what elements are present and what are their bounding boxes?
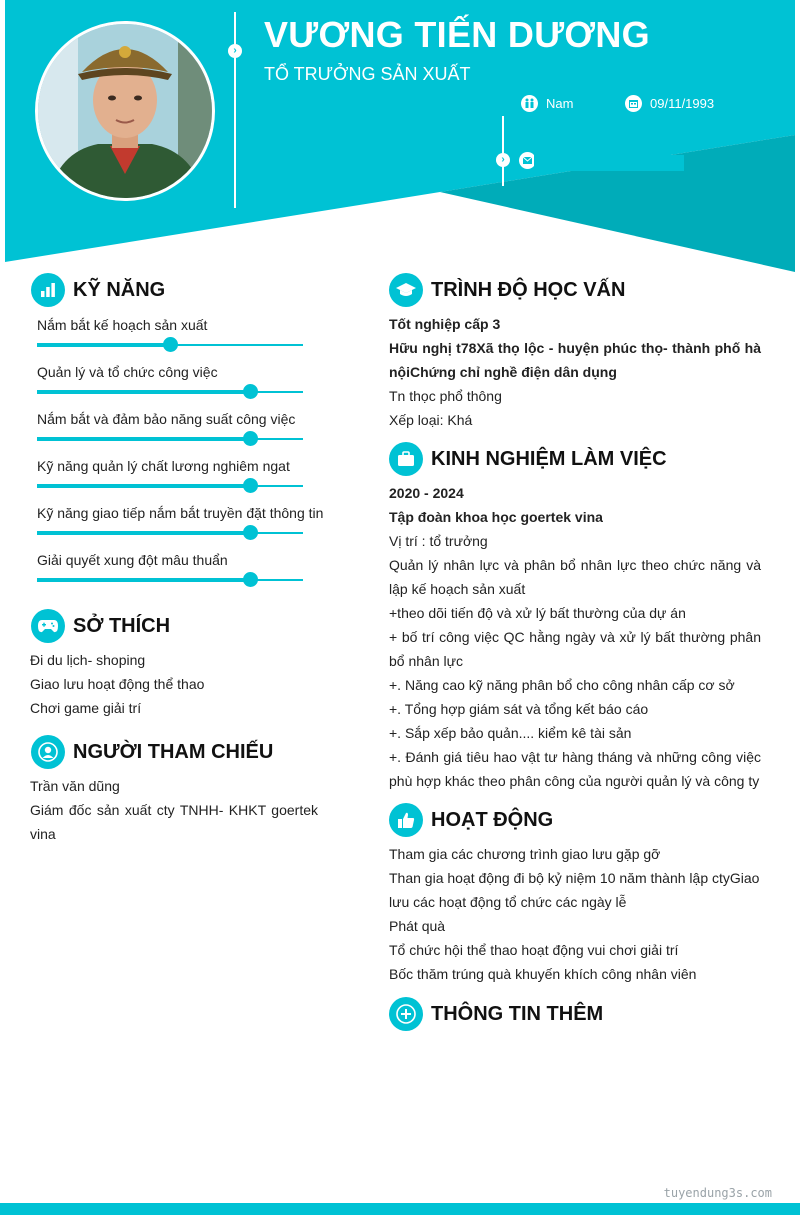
hobby-item: Giao lưu hoạt động thể thao [30,676,205,692]
experience-line: +. Năng cao kỹ năng phân bổ cho công nhân cấp cơ sở [389,677,735,693]
activity-line: Tham gia các chương trình giao lưu gặp gỡ [389,846,661,862]
experience-line: Quản lý nhân lực và phân bổ nhân lực theo chức năng và lập kế hoạch sản xuất [389,557,761,597]
experience-title: KINH NGHIỆM LÀM VIỆC [431,447,667,470]
header-divider-line [234,12,236,208]
skill-name: Kỹ năng quản lý chất lương nghiêm ngat [37,458,290,474]
extra-info-heading [389,997,603,1031]
hobbies-heading [31,609,170,643]
education-grade: Xếp loại: Khá [389,412,473,428]
graduation-cap-icon [389,273,423,307]
experience-company: Tập đoàn khoa học goertek vina [389,509,603,525]
education-school: Hữu nghị t78Xã thọ lộc - huyện phúc thọ- thành phố hà nộiChứng chỉ nghề điện dân dụng [389,340,761,380]
skill-item [37,504,337,534]
education-heading [389,273,625,307]
reference-detail: Giám đốc sản xuất cty TNHH- KHKT goertek vina [30,802,318,842]
skill-level-bar [37,532,303,534]
avatar [35,21,215,201]
redacted-contact [534,155,684,171]
watermark: tuyendung3s.com [663,1186,772,1200]
experience-period: 2020 - 2024 [389,485,464,501]
activities-content [389,842,761,986]
skill-item [37,410,337,440]
extra-info-title: THÔNG TIN THÊM [431,1002,604,1025]
activities-heading [389,803,553,837]
reference-name: Trần văn dũng [30,778,120,794]
gender-icon [521,95,538,112]
skill-name: Quản lý và tổ chức công việc [37,364,218,380]
skill-level-bar [37,438,303,440]
education-degree: Tốt nghiệp cấp 3 [389,316,501,332]
experience-line: +. Đánh giá tiêu hao vật tư hàng tháng và những công việc phù hợp khác theo phân công của người quản lý và công ty [389,749,761,789]
skill-level-fill [37,484,250,488]
skill-level-marker [243,572,258,587]
skill-item [37,316,337,346]
birthdate-value: 09/11/1993 [650,96,715,111]
experience-line: +. Sắp xếp bảo quản.... kiểm kê tài sản [389,725,632,741]
skill-level-marker [243,478,258,493]
activities-title: HOẠT ĐỘNG [431,808,554,831]
skill-level-fill [37,578,250,582]
skill-level-marker [163,337,178,352]
chevron-right-icon: › [228,44,242,58]
footer-bar [0,1203,800,1215]
skills-heading [31,273,165,307]
experience-line: +theo dõi tiến độ và xử lý bất thường của dự án [389,605,686,621]
calendar-icon [625,95,642,112]
contact-divider-line [502,116,504,186]
skill-name: Kỹ năng giao tiếp nắm bắt truyền đặt thông tin [37,505,324,521]
experience-line: +. Tổng hợp giám sát và tổng kết báo cáo [389,701,649,717]
skill-item [37,457,337,487]
skill-level-marker [243,384,258,399]
skills-title: KỸ NĂNG [73,278,166,301]
skill-name: Nắm bắt kế hoạch sản xuất [37,317,208,333]
candidate-name: VƯƠNG TIẾN DƯƠNG [264,14,650,55]
activity-line: Than gia hoạt động đi bộ kỷ niệm 10 năm thành lập ctyGiao lưu các hoạt động tổ chức các ngày lễ [389,870,760,910]
skill-item [37,551,337,581]
skill-level-bar [37,485,303,487]
experience-content [389,481,761,793]
skill-level-bar [37,579,303,581]
briefcase-icon [389,442,423,476]
activity-line: Tổ chức hội thể thao hoạt động vui chơi giải trí [389,942,679,958]
hobby-item: Chơi game giải trí [30,700,142,716]
activity-line: Phát quà [389,918,446,934]
skill-level-bar [37,344,303,346]
skill-level-fill [37,390,250,394]
education-major: Tn thọc phổ thông [389,388,502,404]
plus-icon [389,997,423,1031]
thumbs-up-icon [389,803,423,837]
hobbies-title: SỞ THÍCH [73,614,171,637]
skill-level-marker [243,431,258,446]
skill-level-fill [37,437,250,441]
references-heading [31,735,273,769]
education-title: TRÌNH ĐỘ HỌC VẤN [431,278,626,301]
skill-level-fill [37,343,170,347]
activity-line: Bốc thăm trúng quà khuyến khích công nhân viên [389,966,697,982]
gender-value: Nam [546,96,574,111]
user-icon [31,735,65,769]
skill-level-fill [37,531,250,535]
skill-item [37,363,337,393]
references-title: NGƯỜI THAM CHIẾU [73,740,274,763]
references-content [30,774,318,846]
chevron-right-icon: › [496,153,510,167]
education-content [389,312,761,432]
skill-level-marker [243,525,258,540]
skill-name: Giải quyết xung đột mâu thuẩn [37,552,228,568]
gamepad-icon [31,609,65,643]
birthdate-info [625,95,714,112]
hobby-item: Đi du lịch- shoping [30,652,146,668]
skill-name: Nắm bắt và đảm bảo năng suất công việc [37,411,296,427]
experience-line: + bố trí công việc QC hằng ngày và xử lý bất thường phân bổ nhân lực [389,629,761,669]
gender-info [521,95,573,112]
bar-chart-icon [31,273,65,307]
experience-heading [389,442,667,476]
skill-level-bar [37,391,303,393]
candidate-position: TỔ TRƯỞNG SẢN XUẤT [264,64,471,84]
experience-role: Vị trí : tổ trưởng [389,533,488,549]
hobbies-list [30,648,340,720]
